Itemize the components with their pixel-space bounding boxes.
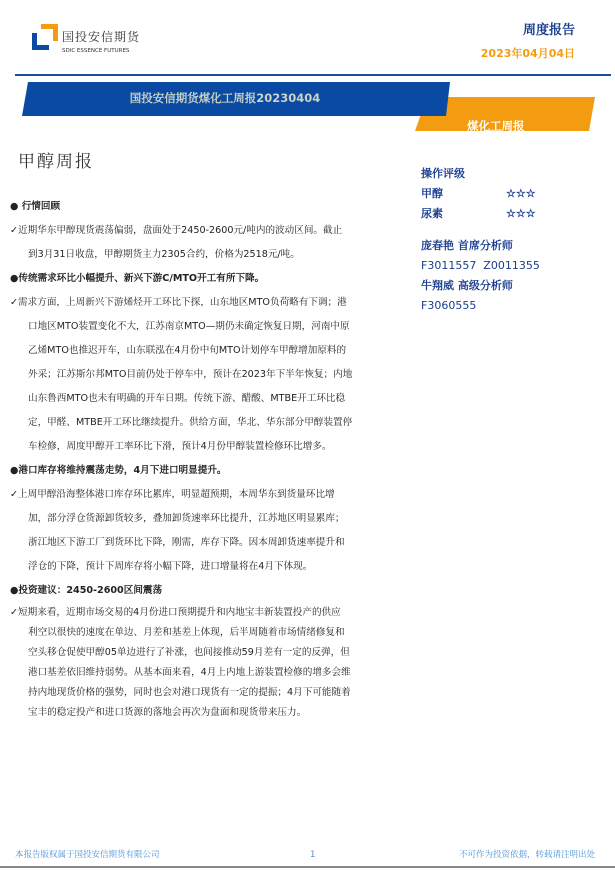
report-section — [10, 267, 410, 459]
paragraph-line: 山东鲁西MTO也未有明确的开车日期。传统下游、醋酸、MTBE开工环比稳 — [28, 393, 346, 404]
paragraph-line: 乙烯MTO也推迟开车，山东联泓在4月份中旬MTO计划停车甲醇增加原料的 — [28, 345, 347, 356]
logo-cn-text: 国投安信期货 — [62, 30, 141, 44]
section-heading: ●投资建议：2450-2600区间震荡 — [10, 585, 163, 596]
paragraph-line: 宝丰的稳定投产和进口货源的落地会再次为盘面和现货带来压力。 — [28, 707, 307, 718]
analyst-code: F3011557 Z0011355 — [421, 259, 540, 272]
paragraph-line: 定，甲醛、MTBE开工环比继续提升。供给方面，华北、华东部分甲醇装置停 — [28, 417, 353, 428]
logo-en-text: SDIC ESSENCE FUTURES — [62, 48, 130, 54]
paragraph-line: 外采；江苏斯尔邦MTO目前仍处于停车中，预计在2023年下半年恢复；内地 — [28, 369, 353, 380]
footer-disclaimer: 不可作为投资依据，转载请注明出处 — [458, 850, 595, 860]
analyst-name: 牛翔威 高级分析师 — [421, 279, 513, 292]
side-panel — [421, 164, 601, 316]
paragraph-line: 持内地现货价格的强势，同时也会对港口现货有一定的提振；4月下可能随着 — [28, 687, 351, 698]
paragraph-line: 车检修，周度甲醇开工率环比下滑，预计4月份甲醇装置检修环比增多。 — [28, 441, 332, 452]
category-tag: 煤化工周报 — [467, 119, 525, 133]
paragraph-line: 到3月31日收盘，甲醇期货主力2305合约，价格为2518元/吨。 — [28, 249, 300, 260]
star-icons: ☆☆☆ — [506, 187, 536, 200]
report-body — [10, 195, 410, 723]
company-logo — [32, 24, 58, 50]
report-section — [10, 579, 410, 723]
section-heading: ● 行情回顾 — [10, 201, 61, 212]
paragraph-line: 浙江地区下游工厂到货环比下降，刚需，库存下降。因本周卸货速率提升和 — [28, 537, 345, 548]
page-number: 1 — [310, 850, 316, 860]
rating-title: 操作评级 — [421, 167, 465, 180]
paragraph-line: ✓短期来看，近期市场交易的4月份进口预期提升和内地宝丰新装置投产的供应 — [10, 607, 341, 618]
footer-copyright: 本报告版权属于国投安信期货有限公司 — [15, 850, 160, 860]
rating-name: 甲醇 — [421, 187, 443, 200]
paragraph-line: 口地区MTO装置变化不大，江苏南京MTO—期仍未确定恢复日期，河南中原 — [28, 321, 350, 332]
paragraph-line: 加，部分浮仓货源卸货较多，叠加卸货速率环比提升，江苏地区明显累库； — [28, 513, 345, 524]
doc-title: 甲醇周报 — [18, 152, 94, 172]
banner-title: 国投安信期货煤化工周报20230404 — [129, 91, 321, 105]
report-date: 2023年04月04日 — [480, 47, 575, 60]
section-heading: ●传统需求环比小幅提升、新兴下游C/MTO开工有所下降。 — [10, 273, 265, 284]
rating-row — [421, 204, 601, 224]
report-section — [10, 195, 410, 267]
section-heading: ●港口库存将维持震荡走势，4月下进口明显提升。 — [10, 465, 227, 476]
paragraph-line: 港口基差依旧维持弱势。从基本面来看，4月上内地上游装置检修的增多会维 — [28, 667, 351, 678]
paragraph-line: ✓近期华东甲醇现货震荡偏弱，盘面处于2450-2600元/吨内的波动区间。截止 — [10, 225, 343, 236]
header-divider — [15, 74, 611, 76]
paragraph-line: ✓上周甲醇沿海整体港口库存环比累库，明显超预期，本周华东到货量环比增 — [10, 489, 335, 500]
report-section — [10, 459, 410, 579]
star-icons: ☆☆☆ — [506, 207, 536, 220]
paragraph-line: 浮仓的下降，预计下周库存将小幅下降，进口增量将在4月下体现。 — [28, 561, 313, 572]
paragraph-line: 空头移仓促使甲醇05单边进行了补涨，也间接推动59月差有一定的反弹，但 — [28, 647, 350, 658]
paragraph-line: 利空以很快的速度在单边、月差和基差上体现，后半周随着市场情绪修复和 — [28, 627, 345, 638]
analyst-code: F3060555 — [421, 299, 477, 312]
rating-name: 尿素 — [421, 207, 443, 220]
paragraph-line: ✓需求方面，上周新兴下游烯烃开工环比下探，山东地区MTO负荷略有下调；港 — [10, 297, 347, 308]
analyst-name: 庞春艳 首席分析师 — [421, 239, 513, 252]
report-type: 周度报告 — [522, 23, 575, 38]
rating-row — [421, 184, 601, 204]
footer-divider — [0, 866, 615, 868]
